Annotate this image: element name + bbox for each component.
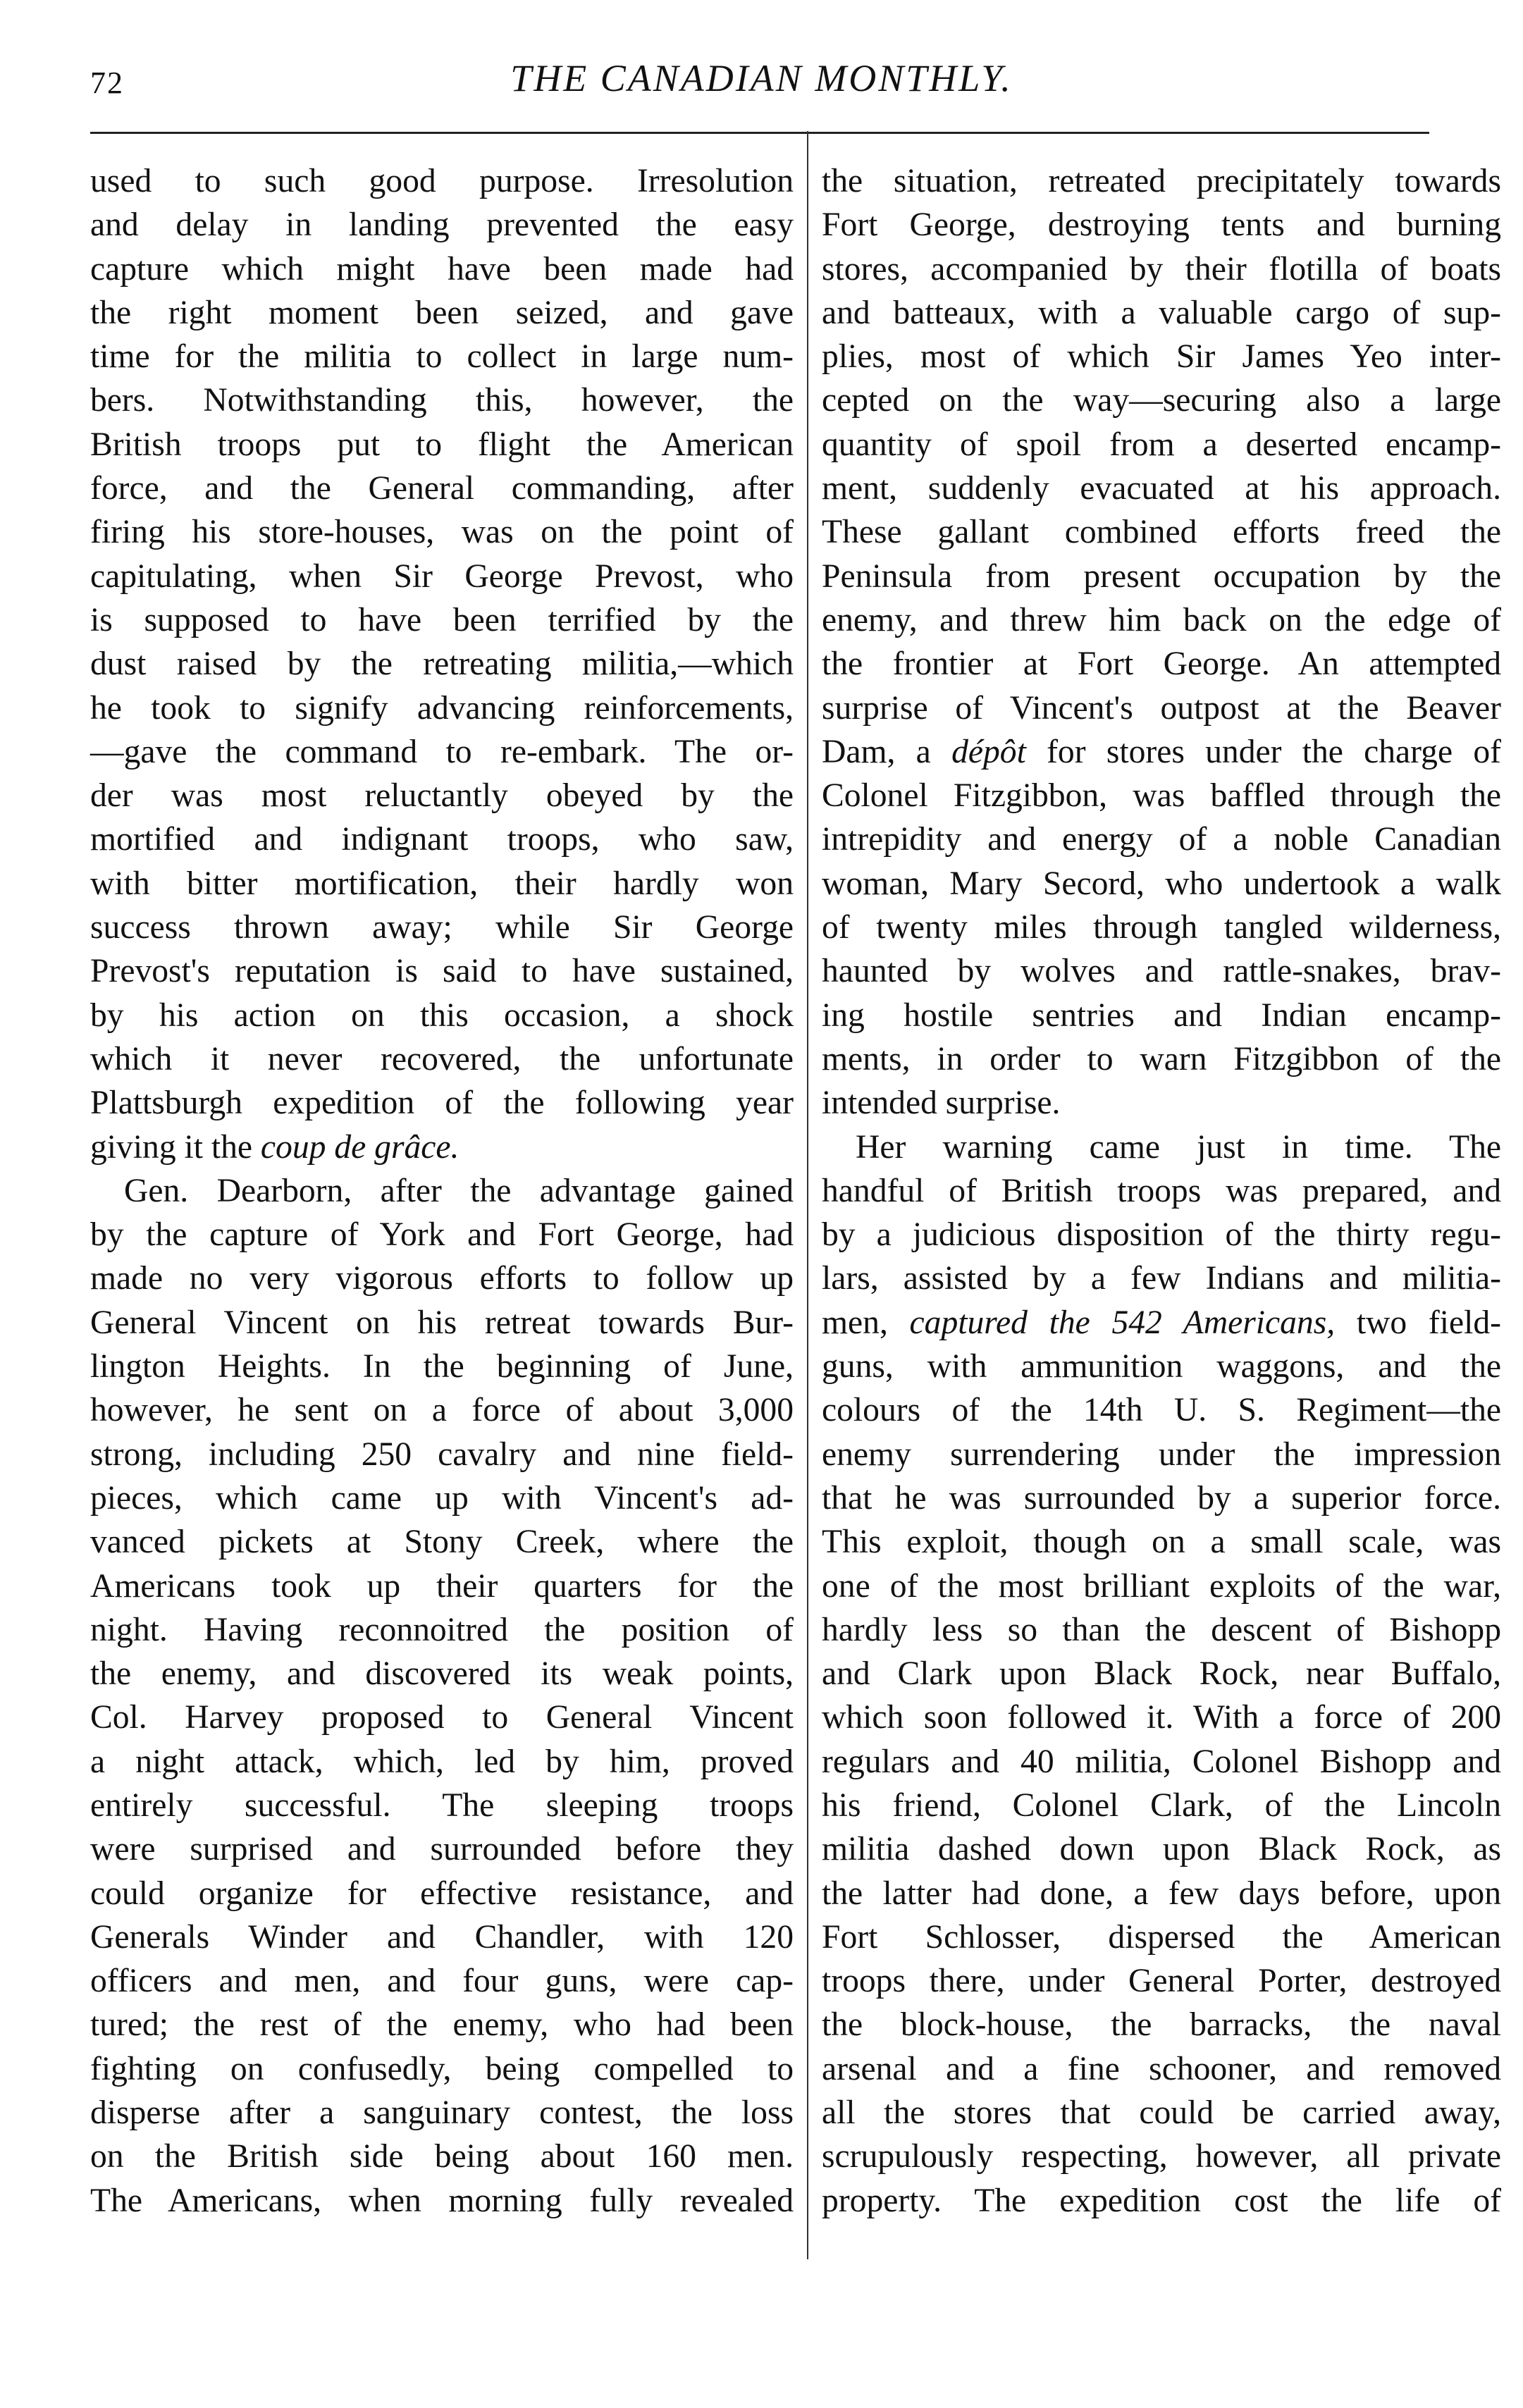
line-text: General Vincent on his retreat towards Bur- — [90, 1304, 794, 1341]
line-text: troops there, under General Porter, destroyed — [822, 1963, 1501, 2000]
line-text: and batteaux, with a valuable cargo of sup- — [822, 294, 1501, 331]
text-line — [90, 598, 794, 642]
header-rule — [90, 132, 1429, 134]
text-line — [90, 510, 794, 554]
line-italic-text: dépôt — [951, 733, 1026, 770]
line-text: surprise of Vincent's outpost at the Beaver — [822, 689, 1501, 727]
text-line — [822, 2003, 1501, 2046]
line-text: British troops put to flight the American — [90, 426, 794, 463]
text-line — [822, 598, 1501, 642]
line-text: Gen. Dearborn, after the advantage gained — [124, 1172, 794, 1209]
line-text: hardly less so than the descent of Bishopp — [822, 1611, 1501, 1648]
text-line — [822, 335, 1501, 378]
text-line — [90, 1037, 794, 1081]
line-text: a night attack, which, led by him, proved — [90, 1743, 794, 1780]
text-line — [90, 247, 794, 291]
text-line — [822, 423, 1501, 467]
text-line — [90, 1827, 794, 1871]
line-text: his friend, Colonel Clark, of the Lincoln — [822, 1786, 1501, 1824]
line-text: strong, including 250 cavalry and nine field- — [90, 1435, 794, 1473]
line-text: regulars and 40 militia, Colonel Bishopp and — [822, 1743, 1501, 1780]
line-text: Colonel Fitzgibbon, was baffled through the — [822, 777, 1501, 815]
line-text: by a judicious disposition of the thirty regu- — [822, 1216, 1501, 1254]
text-line — [822, 1652, 1501, 1696]
text-line — [90, 1784, 794, 1827]
text-line — [90, 1915, 794, 1959]
text-line — [90, 2179, 794, 2223]
text-line — [90, 642, 794, 686]
text-line — [822, 1257, 1501, 1300]
text-line — [90, 291, 794, 335]
line-text: officers and men, and four guns, were cap- — [90, 1963, 794, 2000]
line-text: militia dashed down upon Black Rock, as — [822, 1831, 1501, 1868]
text-line — [822, 159, 1501, 203]
line-text: Prevost's reputation is said to have sustained, — [90, 953, 794, 990]
line-text-after: for stores under the charge of — [1025, 733, 1501, 770]
line-text: stores, accompanied by their flotilla of boats — [822, 250, 1501, 288]
text-line — [90, 2091, 794, 2135]
text-line — [90, 1520, 794, 1564]
text-line — [822, 1125, 1501, 1169]
line-text: night. Having reconnoitred the position of — [90, 1611, 794, 1648]
line-italic-text: captured the 542 Americans, — [909, 1304, 1336, 1341]
line-text: —gave the command to re-embark. The or- — [90, 733, 794, 770]
line-text: enemy surrendering under the impression — [822, 1435, 1501, 1473]
line-text: however, he sent on a force of about 3,000 — [90, 1392, 794, 1429]
line-text: bers. Notwithstanding this, however, the — [90, 382, 794, 419]
text-line — [822, 1388, 1501, 1432]
text-line — [822, 949, 1501, 993]
text-line — [90, 1652, 794, 1696]
text-line — [90, 1081, 794, 1125]
line-text: pieces, which came up with Vincent's ad- — [90, 1479, 794, 1517]
line-text: which it never recovered, the unfortunate — [90, 1040, 794, 1078]
line-text: which soon followed it. With a force of 200 — [822, 1699, 1501, 1736]
text-line — [90, 1872, 794, 1915]
text-line — [90, 1740, 794, 1784]
text-line — [822, 1520, 1501, 1564]
line-text: the block-house, the barracks, the naval — [822, 2006, 1501, 2044]
line-text: dust raised by the retreating militia,—which — [90, 646, 794, 683]
text-line — [822, 730, 1501, 774]
running-title: THE CANADIAN MONTHLY. — [510, 57, 1013, 99]
line-text: lington Heights. In the beginning of June, — [90, 1348, 794, 1385]
line-text: the situation, retreated precipitately towards — [822, 163, 1501, 199]
text-line — [822, 1915, 1501, 1959]
line-text: The Americans, when morning fully revealed — [90, 2182, 794, 2219]
page-number: 72 — [90, 66, 124, 100]
text-line — [90, 159, 794, 203]
text-line — [822, 378, 1501, 422]
line-text: disperse after a sanguinary contest, the loss — [90, 2094, 794, 2132]
text-line — [822, 1872, 1501, 1915]
text-line — [822, 2047, 1501, 2091]
line-text-after: two field- — [1335, 1304, 1501, 1341]
text-line — [822, 1564, 1501, 1608]
line-text: ment, suddenly evacuated at his approach. — [822, 470, 1501, 507]
line-text: Her warning came just in time. The — [856, 1128, 1501, 1166]
line-text: enemy, and threw him back on the edge of — [822, 601, 1501, 638]
text-line — [90, 862, 794, 906]
line-text: all the stores that could be carried away, — [822, 2094, 1501, 2132]
line-text: he took to signify advancing reinforcements, — [90, 689, 794, 727]
text-line — [822, 1696, 1501, 1739]
line-text: fighting on confusedly, being compelled to — [90, 2050, 794, 2087]
text-line — [90, 730, 794, 774]
line-text: These gallant combined efforts freed the — [822, 514, 1501, 551]
text-line — [90, 1301, 794, 1345]
line-italic-text: coup de grâce. — [260, 1128, 460, 1166]
line-text: scrupulously respecting, however, all private — [822, 2138, 1501, 2175]
text-line — [90, 378, 794, 422]
text-line — [822, 203, 1501, 247]
text-line — [90, 817, 794, 861]
line-text: lars, assisted by a few Indians and militia- — [822, 1260, 1501, 1297]
column-divider — [807, 131, 808, 2259]
text-line — [822, 1037, 1501, 1081]
text-line — [90, 686, 794, 730]
line-text: and Clark upon Black Rock, near Buffalo, — [822, 1655, 1501, 1693]
line-text: used to such good purpose. Irresolution — [90, 163, 794, 199]
line-text: capitulating, when Sir George Prevost, who — [90, 557, 794, 595]
text-line — [822, 906, 1501, 949]
text-line — [90, 2135, 794, 2178]
text-line — [90, 774, 794, 817]
line-text: and delay in landing prevented the easy — [90, 206, 794, 244]
text-line — [822, 1301, 1501, 1345]
text-line — [90, 1476, 794, 1520]
left-column — [90, 159, 794, 2223]
text-line — [90, 2047, 794, 2091]
text-line — [822, 291, 1501, 335]
text-line — [822, 1827, 1501, 1871]
line-text: force, and the General commanding, after — [90, 470, 794, 507]
text-line — [90, 203, 794, 247]
line-text: arsenal and a fine schooner, and removed — [822, 2050, 1501, 2087]
line-text: success thrown away; while Sir George — [90, 909, 794, 946]
text-line — [822, 1784, 1501, 1827]
text-line — [822, 2135, 1501, 2178]
line-text: tured; the rest of the enemy, who had been — [90, 2006, 794, 2044]
line-text: der was most reluctantly obeyed by the — [90, 777, 794, 815]
text-line — [90, 1388, 794, 1432]
line-text: colours of the 14th U. S. Regiment—the — [822, 1392, 1501, 1429]
line-text: intrepidity and energy of a noble Canadian — [822, 821, 1501, 858]
line-text: made no very vigorous efforts to follow up — [90, 1260, 794, 1297]
line-text: Generals Winder and Chandler, with 120 — [90, 1918, 794, 1956]
line-text: giving it the — [90, 1128, 261, 1166]
line-text: by the capture of York and Fort George, had — [90, 1216, 794, 1254]
text-line — [822, 817, 1501, 861]
text-line — [822, 555, 1501, 598]
line-text: one of the most brilliant exploits of the war, — [822, 1567, 1501, 1605]
text-line — [90, 1959, 794, 2003]
right-column — [822, 159, 1501, 2223]
text-line — [90, 906, 794, 949]
line-text: of twenty miles through tangled wilderness, — [822, 909, 1501, 946]
text-line — [90, 1564, 794, 1608]
line-text: ments, in order to warn Fitzgibbon of the — [822, 1040, 1501, 1078]
text-line — [90, 467, 794, 510]
text-line — [822, 994, 1501, 1037]
line-text: the enemy, and discovered its weak points, — [90, 1655, 794, 1693]
text-line — [90, 1345, 794, 1388]
text-line — [90, 1213, 794, 1257]
text-line — [90, 994, 794, 1037]
line-text: ing hostile sentries and Indian encamp- — [822, 996, 1501, 1034]
text-line — [90, 1169, 794, 1213]
line-text: Plattsburgh expedition of the following year — [90, 1085, 794, 1122]
text-line — [822, 862, 1501, 906]
line-text: guns, with ammunition waggons, and the — [822, 1348, 1501, 1385]
line-text: woman, Mary Secord, who undertook a walk — [822, 865, 1501, 902]
text-line — [822, 686, 1501, 730]
text-line — [90, 2003, 794, 2046]
text-line — [822, 1169, 1501, 1213]
line-text: This exploit, though on a small scale, was — [822, 1524, 1501, 1561]
text-line — [822, 1608, 1501, 1652]
text-line — [822, 1081, 1501, 1125]
line-text: Col. Harvey proposed to General Vincent — [90, 1699, 794, 1736]
line-text: is supposed to have been terrified by the — [90, 601, 794, 638]
text-line — [822, 1740, 1501, 1784]
text-line — [90, 1608, 794, 1652]
text-line — [90, 335, 794, 378]
text-line — [822, 1345, 1501, 1388]
line-text: by his action on this occasion, a shock — [90, 996, 794, 1034]
line-text: intended surprise. — [822, 1085, 1061, 1122]
line-text: Fort Schlosser, dispersed the American — [822, 1918, 1501, 1956]
line-text: entirely successful. The sleeping troops — [90, 1786, 794, 1824]
text-line — [822, 1959, 1501, 2003]
text-line — [822, 247, 1501, 291]
text-line — [90, 423, 794, 467]
text-line — [90, 1257, 794, 1300]
text-line — [822, 774, 1501, 817]
text-line — [822, 2179, 1501, 2223]
line-text: that he was surrounded by a superior force. — [822, 1479, 1501, 1517]
line-text: haunted by wolves and rattle-snakes, brav- — [822, 953, 1501, 990]
line-text: Americans took up their quarters for the — [90, 1567, 794, 1605]
line-text: time for the militia to collect in large num- — [90, 338, 794, 376]
line-text: cepted on the way—securing also a large — [822, 382, 1501, 419]
line-text: could organize for effective resistance, and — [90, 1875, 794, 1912]
line-text: the right moment been seized, and gave — [90, 294, 794, 331]
text-line — [822, 1213, 1501, 1257]
text-line — [90, 1433, 794, 1476]
line-text: with bitter mortification, their hardly won — [90, 865, 794, 902]
line-text: men, — [822, 1304, 910, 1341]
text-line — [90, 555, 794, 598]
text-line — [822, 1476, 1501, 1520]
line-text: handful of British troops was prepared, and — [822, 1172, 1501, 1209]
line-text: Peninsula from present occupation by the — [822, 557, 1501, 595]
line-text: were surprised and surrounded before they — [90, 1831, 794, 1868]
line-text: the frontier at Fort George. An attempted — [822, 646, 1501, 683]
line-text: property. The expedition cost the life of — [822, 2182, 1501, 2219]
line-text: capture which might have been made had — [90, 250, 794, 288]
text-line — [822, 467, 1501, 510]
line-text: vanced pickets at Stony Creek, where the — [90, 1524, 794, 1561]
line-text: mortified and indignant troops, who saw, — [90, 821, 794, 858]
line-text: plies, most of which Sir James Yeo inter- — [822, 338, 1501, 376]
text-line — [90, 1696, 794, 1739]
text-line — [822, 642, 1501, 686]
line-text: firing his store-houses, was on the point of — [90, 514, 794, 551]
text-line — [822, 1433, 1501, 1476]
line-text: the latter had done, a few days before, upon — [822, 1875, 1501, 1912]
line-text: Dam, a — [822, 733, 952, 770]
text-line — [822, 510, 1501, 554]
line-text: Fort George, destroying tents and burning — [822, 206, 1501, 244]
text-line — [822, 2091, 1501, 2135]
line-text: on the British side being about 160 men. — [90, 2138, 794, 2175]
text-line — [90, 949, 794, 993]
line-text: quantity of spoil from a deserted encamp- — [822, 426, 1501, 463]
text-line — [90, 1125, 794, 1169]
